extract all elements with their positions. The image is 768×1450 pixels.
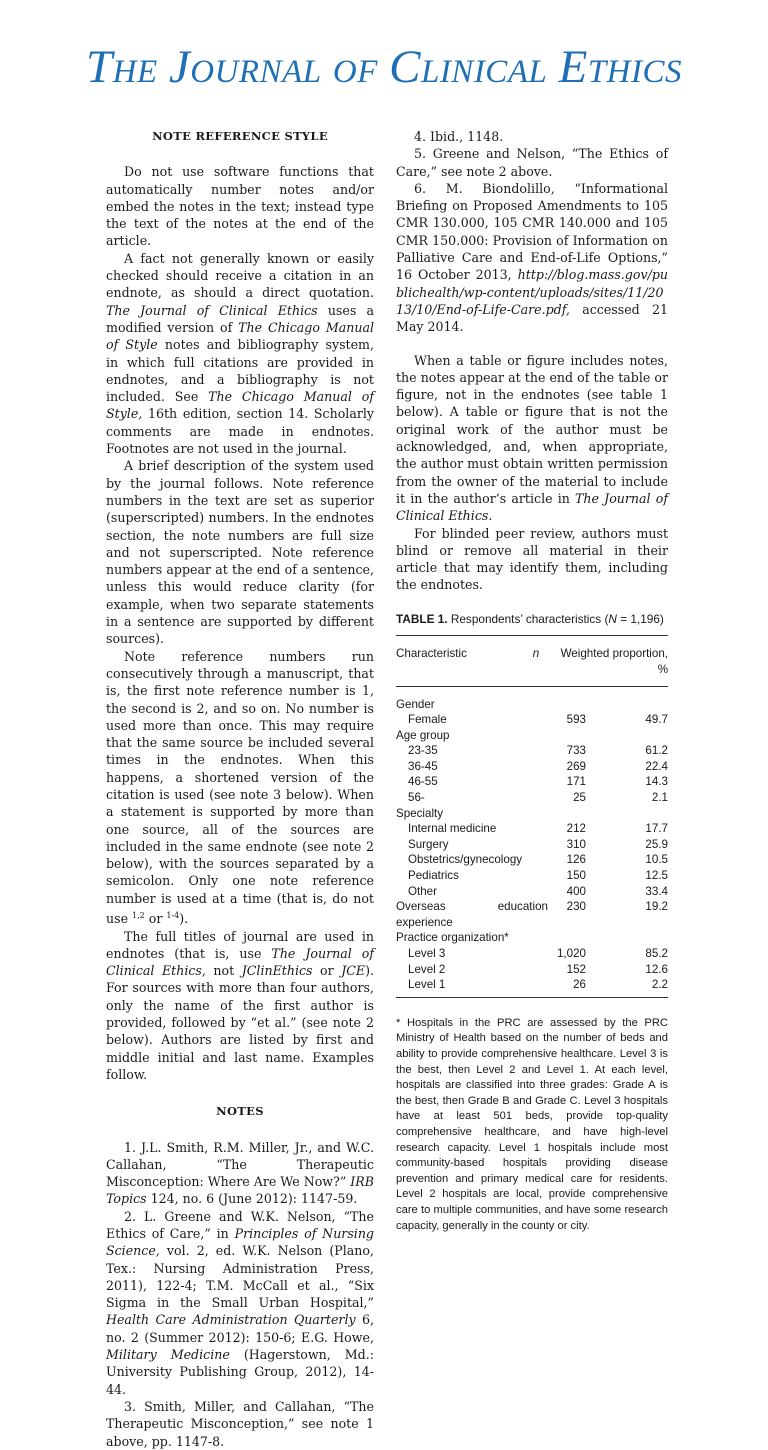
table-row bbox=[396, 806, 668, 822]
row-label: Practice organization* bbox=[396, 931, 509, 945]
row-count: 230 bbox=[566, 900, 586, 914]
column-header: n bbox=[532, 647, 540, 661]
row-count: 400 bbox=[566, 884, 586, 898]
row-percent bbox=[586, 806, 668, 822]
row-percent: 22.4 bbox=[645, 759, 668, 773]
paragraph: A brief description of the system used by the journal follows. Note reference numbers in the text are set as superior (superscripted) numbers. In the endnotes section, the note numbers are full size and not superscripted. Note reference numbers appear at the end of a sentence, unless this would reduce clarity (for example, when two separate statements in a sentence are supported by different sources). bbox=[106, 458, 374, 647]
title-part: OURNAL bbox=[190, 54, 322, 90]
title-part: THICS bbox=[587, 54, 682, 90]
row-label: Gender bbox=[396, 697, 435, 711]
note-6: 6. M. Biondolillo, “Informational Briefing on Proposed Amendments to 105 CMR 130.000, 105 CMR 140.000 and 105 CMR 150.000: Provision of Information on Palliative Care and End-of-Life Options,” 16 October 2013, http://blog.mass.gov/publichealth/wp-content/uploads/sites/11/2013/10/End-of-Life-Care.pdf, accessed 21 May 2014. bbox=[396, 180, 668, 335]
row-count: 593 bbox=[566, 713, 586, 727]
row-percent: 2.2 bbox=[651, 978, 668, 992]
table-row bbox=[396, 712, 668, 728]
row-count bbox=[548, 930, 586, 946]
row-label: Female bbox=[408, 713, 447, 727]
row-label: Level 1 bbox=[408, 978, 446, 992]
paragraph: When a table or figure includes notes, the notes appear at the end of the table or figure, not in the endnotes (see table 1 below). A table or figure that is not the original work of the author must be acknowledged, and, when appropriate, the author must obtain written permission from the owner of the material to include it in the author’s article in The Journal of Clinical Ethics. bbox=[396, 352, 668, 524]
right-column bbox=[396, 128, 668, 1234]
title-part: HE bbox=[112, 54, 158, 90]
row-label: Obstetrics/gynecology bbox=[408, 853, 523, 867]
row-label: 46-55 bbox=[408, 775, 438, 789]
row-count bbox=[548, 728, 586, 744]
row-label: Pediatrics bbox=[408, 869, 459, 883]
row-count: 150 bbox=[566, 869, 586, 883]
table-caption: TABLE 1. Respondents’ characteristics (N = 1,196) bbox=[396, 611, 664, 626]
table-row bbox=[396, 884, 668, 900]
notes-heading: NOTES bbox=[216, 1104, 264, 1119]
note-4: 4. Ibid., 1148. bbox=[414, 129, 504, 144]
row-percent: 10.5 bbox=[645, 853, 668, 867]
row-count: 25 bbox=[573, 791, 586, 805]
row-count: 212 bbox=[566, 822, 586, 836]
column-header: Characteristic bbox=[396, 647, 467, 661]
paragraph: A fact not generally known or easily checked should receive a citation in an endnote, as should a direct quotation. The Journal of Clinical Ethics uses a modified version of The Chicago Manual of Style notes and bibliography system, in which full citations are provided in endnotes, and a bibliography is not included. See The Chicago Manual of Style, 16th edition, section 14. Scholarly comments are made in endnotes. Footnotes are not used in the journal. bbox=[106, 250, 374, 457]
row-label: 36-45 bbox=[408, 759, 438, 773]
table-header bbox=[396, 640, 668, 686]
table-row bbox=[396, 977, 668, 993]
row-percent: 12.5 bbox=[645, 869, 668, 883]
row-count: 26 bbox=[573, 978, 586, 992]
section-heading: NOTE REFERENCE STYLE bbox=[152, 129, 328, 143]
row-percent bbox=[586, 728, 668, 744]
row-count bbox=[548, 697, 586, 713]
row-label: Surgery bbox=[408, 837, 449, 851]
table-row bbox=[396, 962, 668, 978]
row-percent: 33.4 bbox=[645, 884, 668, 898]
row-count: 126 bbox=[566, 853, 586, 867]
title-letter: J bbox=[168, 41, 191, 93]
row-percent: 19.2 bbox=[645, 900, 668, 914]
journal-title bbox=[0, 41, 768, 93]
title-part: LINICAL bbox=[420, 54, 548, 90]
table-row bbox=[396, 821, 668, 837]
row-percent: 12.6 bbox=[645, 962, 668, 976]
row-percent bbox=[586, 930, 668, 946]
row-percent: 17.7 bbox=[645, 822, 668, 836]
row-percent: 61.2 bbox=[645, 744, 668, 758]
paragraph: For blinded peer review, authors must blind or remove all material in their article that may identify them, including the endnotes. bbox=[396, 525, 668, 593]
note-2: 2. L. Greene and W.K. Nelson, “The Ethics of Care,” in Principles of Nursing Science, vol. 2, ed. W.K. Nelson (Plano, Tex.: Nursing Administration Press, 2011), 122-4; T.M. McCall et al., “Six Sigma in the Small Urban Hospital,” Health Care Administration Quarterly 6, no. 2 (Summer 2012): 150-6; E.G. Howe, Military Medicine (Hagerstown, Md.: University Publishing Group, 2012), 14-44. bbox=[106, 1208, 374, 1397]
row-count: 171 bbox=[566, 775, 586, 789]
row-label: Level 2 bbox=[408, 962, 446, 976]
table-row bbox=[396, 837, 668, 853]
row-label: Level 3 bbox=[408, 947, 446, 960]
row-count: 733 bbox=[566, 744, 586, 758]
row-percent: 2.1 bbox=[651, 791, 668, 805]
row-label: 56- bbox=[408, 791, 425, 805]
row-percent: 85.2 bbox=[645, 947, 668, 960]
table-row bbox=[396, 759, 668, 775]
row-count: 310 bbox=[566, 837, 586, 851]
title-letter: E bbox=[558, 41, 588, 93]
table-row bbox=[396, 790, 668, 806]
row-label: Internal medicine bbox=[408, 822, 497, 836]
left-column bbox=[106, 128, 374, 1450]
table-row bbox=[396, 697, 668, 713]
row-label: 23-35 bbox=[408, 744, 438, 758]
row-count bbox=[548, 806, 586, 822]
table-row bbox=[396, 899, 668, 930]
title-part: OF bbox=[332, 54, 378, 90]
table-row bbox=[396, 868, 668, 884]
row-count: 269 bbox=[566, 759, 586, 773]
row-percent: 14.3 bbox=[645, 775, 668, 789]
row-percent: 25.9 bbox=[645, 837, 668, 851]
paragraph: Do not use software functions that automatically number notes and/or embed the notes in the text; instead type the text of the notes at the end of the article. bbox=[106, 164, 374, 249]
row-percent: 49.7 bbox=[645, 713, 668, 727]
table-row bbox=[396, 930, 668, 946]
title-letter: T bbox=[86, 41, 113, 93]
paragraph: The full titles of journal are used in endnotes (that is, use The Journal of Clinical Ethics, not JClinEthics or JCE). For sources with more than four authors, only the name of the first author is provided, followed by “et al.” (see note 2 below). Authors are listed by first and middle initial and last name. Examples follow. bbox=[106, 928, 375, 1082]
row-percent bbox=[586, 697, 668, 713]
column-header: Weighted proportion, % bbox=[560, 647, 668, 676]
note-1: 1. J.L. Smith, R.M. Miller, Jr., and W.C. Callahan, “The Therapeutic Misconception: Where Are We Now?” IRB Topics 124, no. 6 (June 2012): 1147-59. bbox=[106, 1139, 374, 1207]
table-row bbox=[396, 774, 668, 790]
table-1 bbox=[396, 612, 668, 1234]
row-label: Overseas education experience bbox=[396, 900, 548, 929]
paragraph: Note reference numbers run consecutively through a manuscript, that is, the first note reference number is 1, the second is 2, and so on. No number is used more than once. This may require that the same source be included several times in the endnotes. When this happens, a shortened version of the citation is used (see note 3 below). When a statement is supported by more than one source, all of the sources are included in the same endnote (see note 2 below), with the sources separated by a semicolon. Only one note reference number is used at a time (that is, do not use $^{1,2}$ or $^{1-4}$). bbox=[106, 648, 374, 927]
note-5: 5. Greene and Nelson, “The Ethics of Care,” see note 2 above. bbox=[396, 146, 668, 179]
title-letter: C bbox=[389, 41, 421, 93]
row-label: Specialty bbox=[396, 806, 444, 820]
row-label: Age group bbox=[396, 728, 450, 742]
table-footnote: * Hospitals in the PRC are assessed by the PRC Ministry of Health based on the number of beds and ability to provide comprehensive healthcare. Level 3 is the best, then Level 2 and Level 1. At each level, hospitals are classified into three grades: Grade A is the best, then Grade B and Grade C. Level 3 hospitals have at least 501 beds, provide top-quality comprehensive healthcare, and have high-level research capacity. Level 1 hospitals include most community-based hospitals providing disease prevention and primary medical care for residents. Level 2 hospitals are local, provide comprehensive care to multiple communities, and have some research capacity, generally in the county or city. bbox=[396, 1016, 668, 1232]
table-row bbox=[396, 728, 668, 744]
note-3: 3. Smith, Miller, and Callahan, “The Therapeutic Misconception,” see note 1 above, pp. 1147-8. bbox=[106, 1398, 374, 1449]
row-label: Other bbox=[408, 884, 437, 898]
table-rows bbox=[396, 687, 668, 993]
table-body bbox=[396, 635, 668, 997]
row-count: 152 bbox=[566, 962, 586, 976]
row-count: 1,020 bbox=[556, 947, 586, 960]
table-row bbox=[396, 852, 668, 868]
table-row bbox=[396, 946, 668, 962]
table-row bbox=[396, 743, 668, 759]
